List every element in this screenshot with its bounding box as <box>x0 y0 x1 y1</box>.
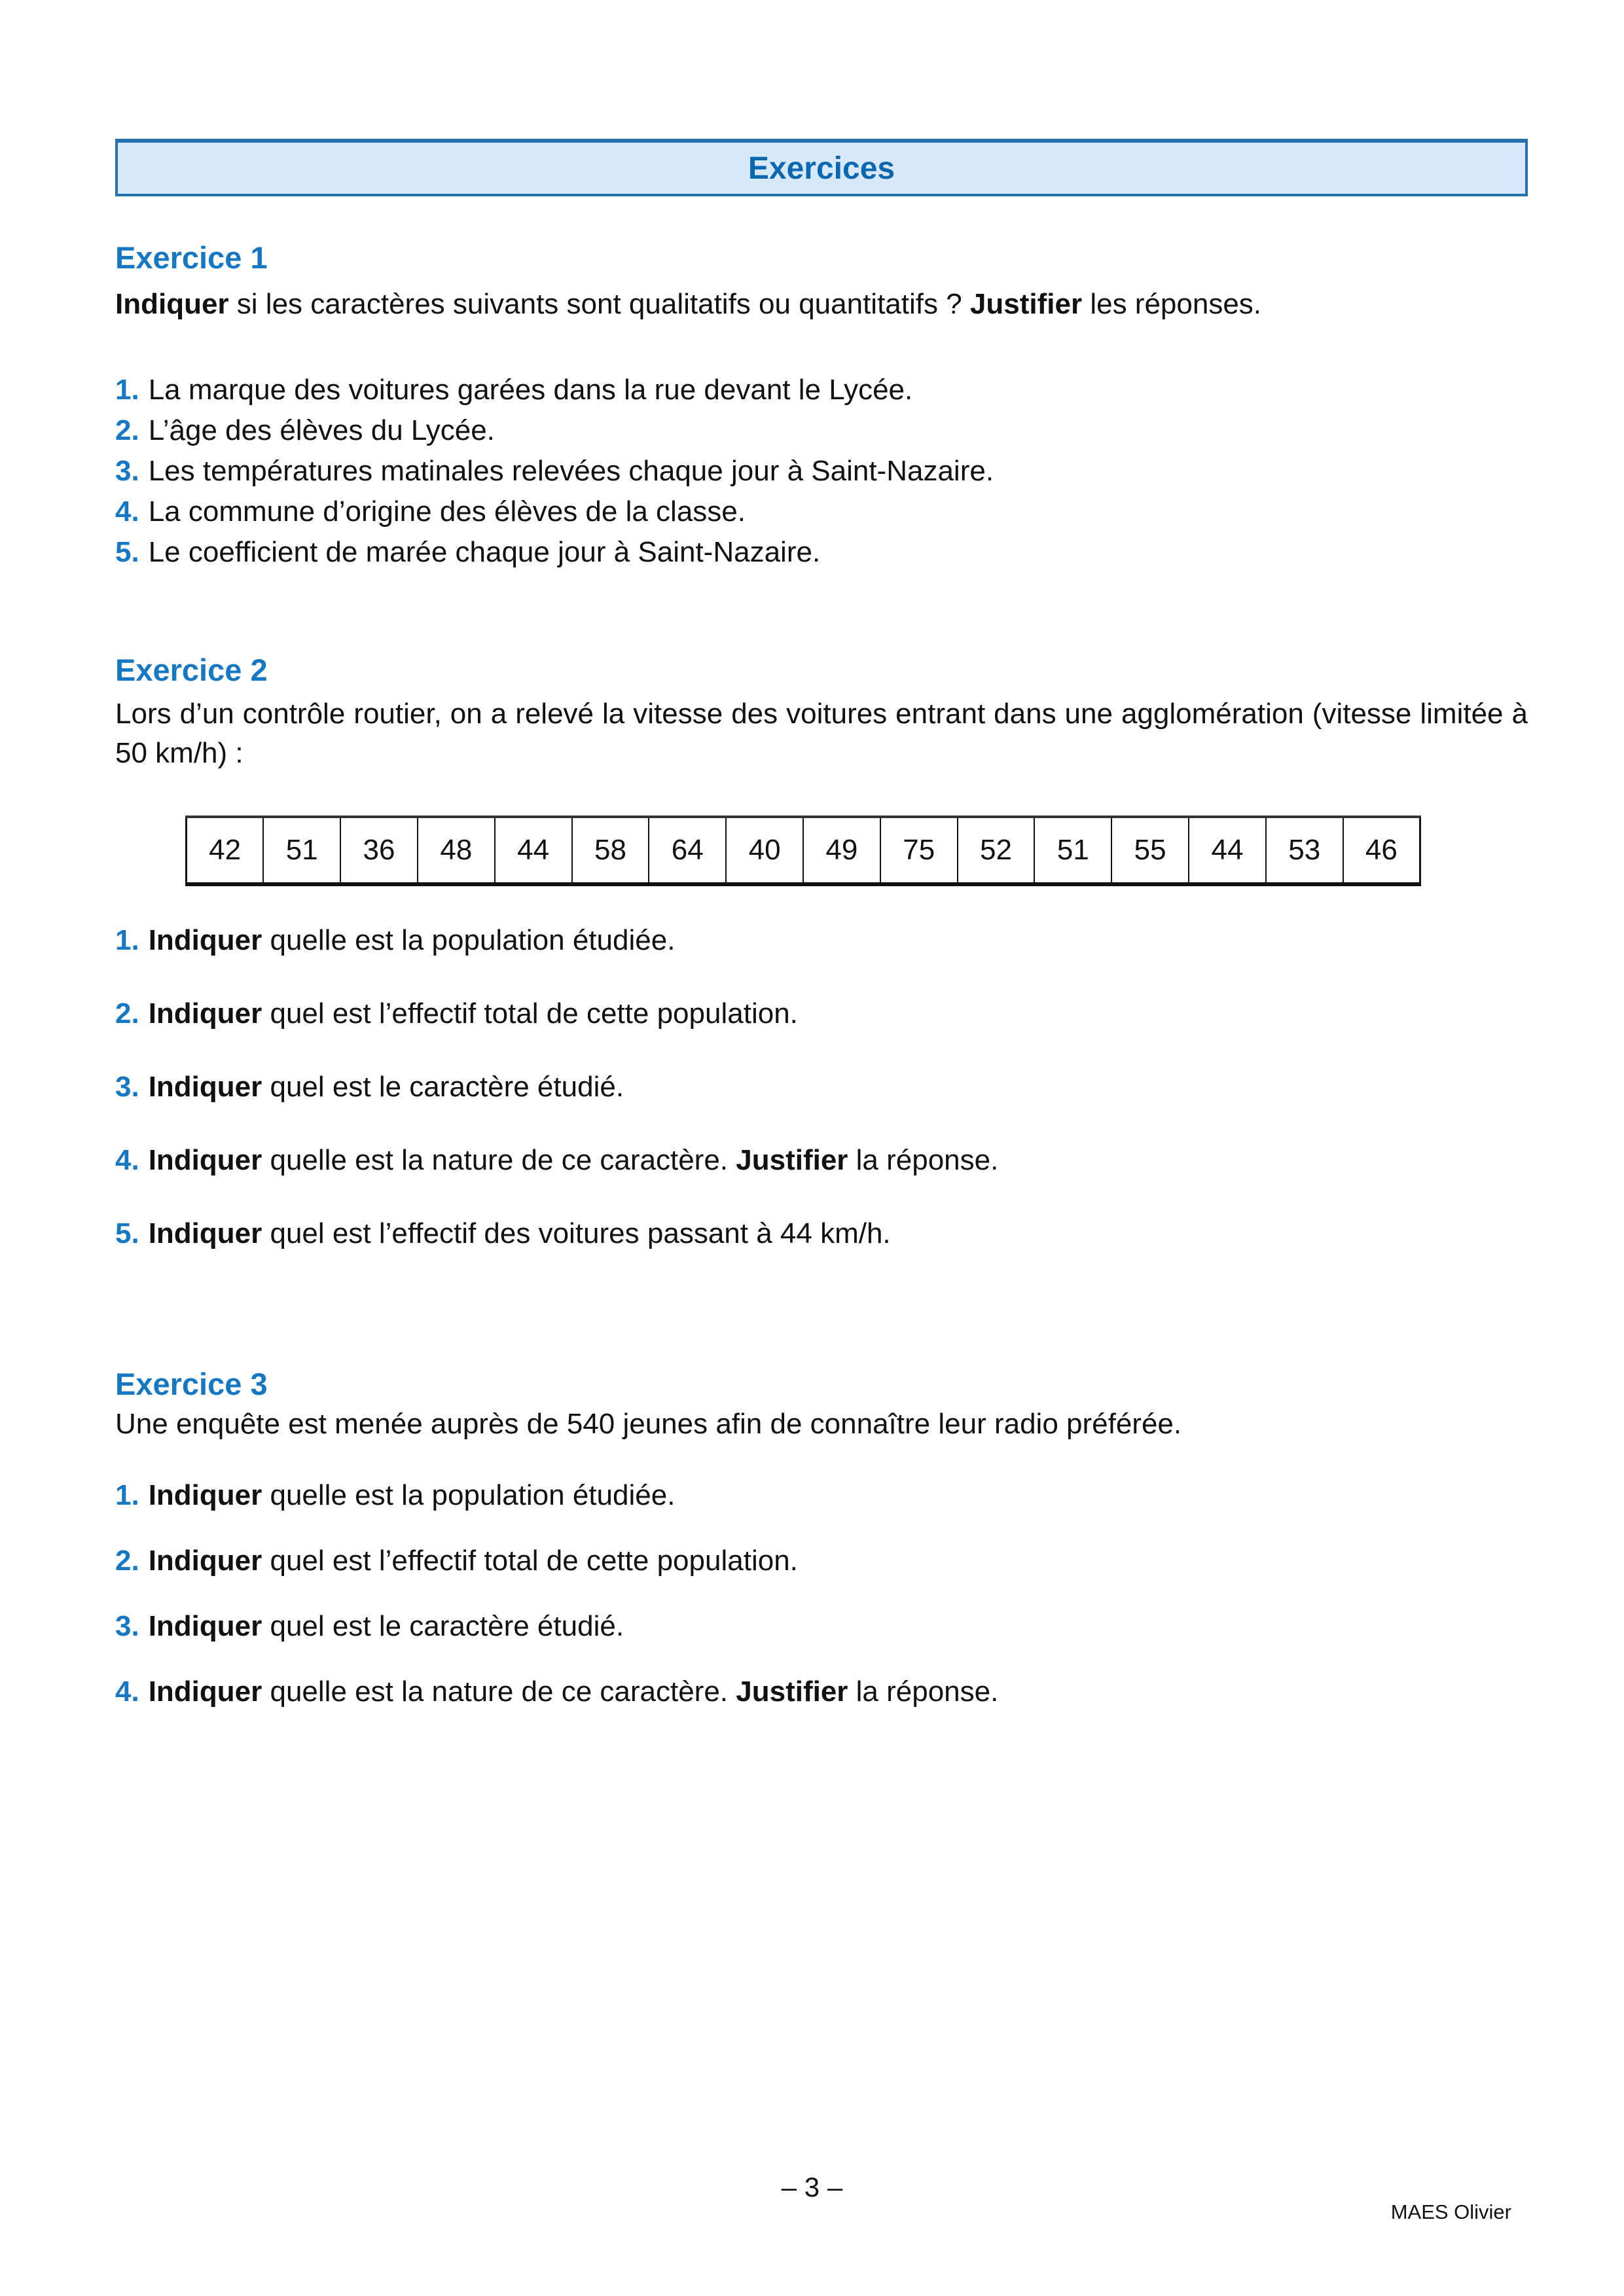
question-keyword: Indiquer <box>148 1071 262 1103</box>
question-line <box>115 1144 1528 1177</box>
question-line <box>115 1610 1528 1643</box>
speed-cell: 51 <box>1034 817 1111 884</box>
question-line <box>115 997 1528 1030</box>
question-text: quelle est la population étudiée. <box>262 924 676 956</box>
speed-table-row <box>187 817 1420 884</box>
page-title: Exercices <box>748 151 895 186</box>
question-number: 1. <box>115 924 139 956</box>
exercise1-intro-text1: si les caractères suivants sont qualitatifs ou quantitatifs ? <box>228 288 970 320</box>
exercises-header-box <box>115 139 1528 196</box>
question-keyword: Indiquer <box>148 997 262 1030</box>
speed-cell: 42 <box>187 817 264 884</box>
item-text: Les températures matinales relevées chaque jour à Saint-Nazaire. <box>148 455 994 487</box>
speed-cell: 52 <box>958 817 1035 884</box>
exercise3-intro: Une enquête est menée auprès de 540 jeunes afin de connaître leur radio préférée. <box>115 1408 1182 1440</box>
question-line <box>115 924 1528 957</box>
question-keyword: Indiquer <box>148 1610 262 1642</box>
question-keyword: Indiquer <box>148 1479 262 1511</box>
speed-cell: 46 <box>1343 817 1420 884</box>
question-text: quelle est la population étudiée. <box>262 1479 676 1511</box>
question-text: quel est le caractère étudié. <box>262 1071 624 1103</box>
item-text: La marque des voitures garées dans la rue devant le Lycée. <box>148 374 913 406</box>
exercise1-intro-text2: les réponses. <box>1082 288 1262 320</box>
list-item <box>115 370 1528 410</box>
question-text2: la réponse. <box>848 1144 999 1176</box>
exercise1-title: Exercice 1 <box>115 240 268 275</box>
speed-cell: 49 <box>803 817 880 884</box>
exercise1-intro <box>115 285 1528 324</box>
item-number: 4. <box>115 495 139 528</box>
exercise2-question-list <box>115 924 1528 1250</box>
speed-values-table <box>185 816 1421 886</box>
question-keyword: Indiquer <box>148 1545 262 1577</box>
question-line <box>115 1545 1528 1577</box>
question-number: 5. <box>115 1217 139 1249</box>
item-number: 5. <box>115 536 139 568</box>
exercise2-title: Exercice 2 <box>115 653 268 687</box>
exercise2-intro: Lors d’un contrôle routier, on a relevé la vitesse des voitures entrant dans une agglomération (vitesse limitée à 50 km/h) : <box>115 698 1528 769</box>
question-number: 3. <box>115 1071 139 1103</box>
exercise1-intro-keyword2: Justifier <box>969 288 1083 320</box>
speed-cell: 64 <box>649 817 726 884</box>
item-text: L’âge des élèves du Lycée. <box>148 414 495 446</box>
list-item <box>115 451 1528 492</box>
question-line <box>115 1676 1528 1708</box>
exercise3-title: Exercice 3 <box>115 1367 268 1401</box>
item-text: La commune d’origine des élèves de la classe. <box>148 495 746 528</box>
question-text: quelle est la nature de ce caractère. <box>262 1676 736 1708</box>
question-line <box>115 1217 1528 1250</box>
speed-cell: 55 <box>1111 817 1189 884</box>
speed-cell: 40 <box>726 817 803 884</box>
question-text: quel est le caractère étudié. <box>262 1610 624 1642</box>
speed-cell: 48 <box>418 817 495 884</box>
speed-cell: 51 <box>263 817 340 884</box>
page-number: – 3 – <box>781 2172 843 2202</box>
page-content <box>115 0 1528 1741</box>
question-text2: la réponse. <box>848 1676 999 1708</box>
question-line <box>115 1071 1528 1103</box>
item-text: Le coefficient de marée chaque jour à Saint-Nazaire. <box>148 536 821 568</box>
question-keyword: Indiquer <box>148 1217 262 1249</box>
question-line <box>115 1479 1528 1512</box>
author-name: MAES Olivier <box>1390 2200 1511 2223</box>
question-number: 1. <box>115 1479 139 1511</box>
item-number: 1. <box>115 374 139 406</box>
speed-cell: 58 <box>572 817 649 884</box>
list-item <box>115 410 1528 451</box>
question-number: 2. <box>115 1545 139 1577</box>
speed-cell: 75 <box>880 817 958 884</box>
question-keyword2: Justifier <box>736 1144 848 1176</box>
item-number: 3. <box>115 455 139 487</box>
question-text: quel est l’effectif total de cette population. <box>262 1545 798 1577</box>
exercise3-question-list <box>115 1479 1528 1708</box>
speed-cell: 44 <box>1189 817 1266 884</box>
exercise1-intro-keyword1: Indiquer <box>115 288 229 320</box>
list-item <box>115 532 1528 573</box>
question-keyword: Indiquer <box>148 1144 262 1176</box>
question-keyword2: Justifier <box>736 1676 848 1708</box>
question-keyword: Indiquer <box>148 1676 262 1708</box>
exercise1-item-list <box>115 370 1528 573</box>
speed-cell: 44 <box>495 817 572 884</box>
speed-cell: 53 <box>1266 817 1343 884</box>
speed-cell: 36 <box>340 817 418 884</box>
list-item <box>115 492 1528 532</box>
question-number: 4. <box>115 1144 139 1176</box>
question-number: 2. <box>115 997 139 1030</box>
question-keyword: Indiquer <box>148 924 262 956</box>
question-number: 3. <box>115 1610 139 1642</box>
question-text: quelle est la nature de ce caractère. <box>262 1144 736 1176</box>
question-text: quel est l’effectif des voitures passant à 44 km/h. <box>262 1217 891 1249</box>
question-text: quel est l’effectif total de cette population. <box>262 997 798 1030</box>
item-number: 2. <box>115 414 139 446</box>
question-number: 4. <box>115 1676 139 1708</box>
